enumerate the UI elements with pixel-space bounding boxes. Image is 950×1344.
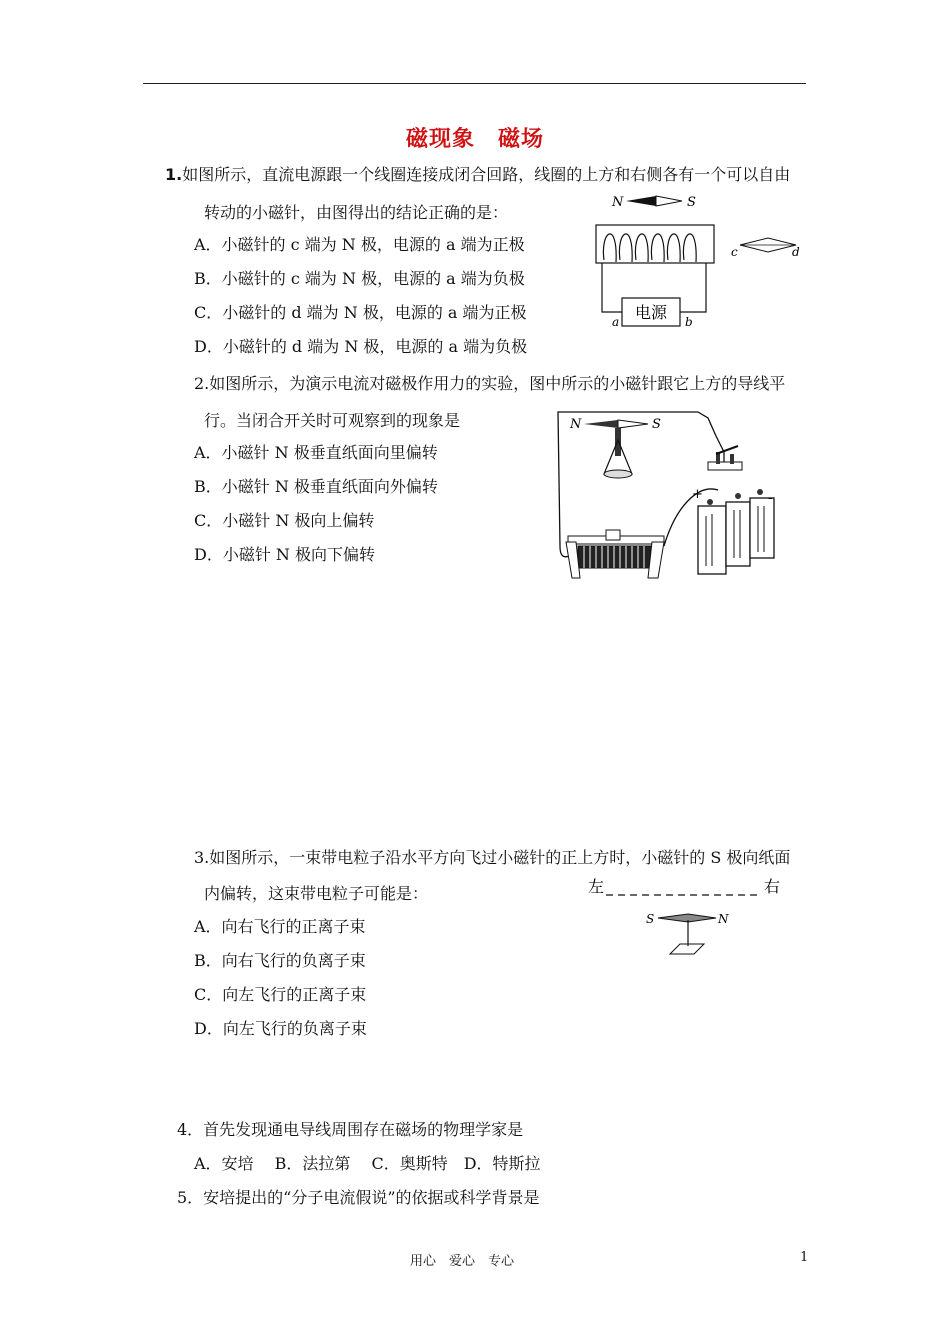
fig1-wire-left	[602, 263, 622, 312]
fig2-s-label: S	[652, 417, 661, 432]
q3-option-d: D．向左飞行的负离子束	[194, 1019, 367, 1038]
fig2-needle-n-half	[584, 420, 618, 428]
fig2-stand-foot	[604, 470, 632, 478]
fig2-plus-label: +	[692, 487, 703, 502]
q1-coil-diagram	[590, 190, 805, 332]
fig2-n-label: N	[570, 417, 582, 432]
question-1-stem	[165, 162, 790, 185]
fig2-switch	[708, 446, 742, 470]
question-5-stem: 5．安培提出的“分子电流假说”的依据或科学背景是	[177, 1188, 540, 1207]
q1-option-a: A．小磁针的 c 端为 N 极，电源的 a 端为正极	[194, 235, 525, 254]
question-2-line2: 行。当闭合开关时可观察到的现象是	[204, 411, 461, 430]
fig2-needle-stand	[615, 428, 621, 456]
fig1-needle-n-label: N	[612, 195, 624, 210]
fig1-terminal-a: a	[612, 315, 620, 329]
fig1-needle-d-label: d	[792, 245, 800, 259]
fig1-coil-windings	[603, 234, 696, 262]
fig2-battery	[698, 489, 774, 574]
question-2-line1: 2.如图所示，为演示电流对磁极作用力的实验，图中所示的小磁针跟它上方的导线平	[194, 374, 786, 393]
question-1-line1: 如图所示，直流电源跟一个线圈连接成闭合回路，线圈的上方和右侧各有一个可以自由	[182, 165, 791, 184]
fig2-minus-label: -	[768, 491, 773, 506]
q2-option-c: C．小磁针 N 极向上偏转	[194, 511, 375, 530]
fig1-wire-right	[680, 263, 706, 312]
fig2-needle-s-half	[618, 420, 648, 428]
question-4-stem: 4．首先发现通电导线周围存在磁场的物理学家是	[177, 1120, 524, 1139]
q2-option-b: B．小磁针 N 极垂直纸面向外偏转	[194, 477, 438, 496]
question-1-line2: 转动的小磁针，由图得出的结论正确的是：	[204, 203, 509, 222]
question-1-number: 1.	[165, 165, 183, 184]
q2-apparatus-diagram	[548, 406, 788, 586]
page-title: 磁现象 磁场	[405, 126, 544, 152]
fig3-n-label: N	[718, 912, 729, 926]
fig1-terminal-b: b	[685, 315, 693, 329]
question-3-line2: 内偏转，这束带电粒子可能是：	[204, 884, 429, 903]
q3-option-b: B．向右飞行的负离子束	[194, 951, 366, 970]
header-rule	[143, 83, 806, 84]
q3-beam-diagram	[588, 876, 788, 958]
fig1-top-needle-light-half	[656, 196, 682, 206]
page-number: 1	[800, 1250, 809, 1265]
fig3-right-label: 右	[764, 877, 781, 896]
q1-option-d: D．小磁针的 d 端为 N 极，电源的 a 端为负极	[194, 337, 528, 356]
footer-motto: 用心 爱心 专心	[410, 1254, 515, 1269]
fig3-stand-base	[670, 944, 704, 954]
fig2-rheostat	[566, 530, 664, 578]
fig1-needle-s-label: S	[687, 195, 696, 210]
q4-options: A．安培 B．法拉第 C．奥斯特 D．特斯拉	[194, 1154, 541, 1173]
q1-option-c: C．小磁针的 d 端为 N 极，电源的 a 端为正极	[194, 303, 527, 322]
q2-option-d: D．小磁针 N 极向下偏转	[194, 545, 376, 564]
q3-option-a: A．向右飞行的正离子束	[194, 917, 366, 936]
fig1-top-needle-dark-half	[626, 196, 656, 206]
fig3-s-label: S	[646, 912, 655, 926]
q2-option-a: A．小磁针 N 极垂直纸面向里偏转	[194, 443, 438, 462]
fig3-needle	[658, 914, 716, 922]
fig3-left-label: 左	[588, 877, 605, 896]
fig1-source-label: 电源	[634, 303, 668, 322]
q1-option-b: B．小磁针的 c 端为 N 极，电源的 a 端为负极	[194, 269, 525, 288]
question-3-line1: 3.如图所示，一束带电粒子沿水平方向飞过小磁针的正上方时，小磁针的 S 极向纸面	[194, 848, 791, 867]
fig1-needle-c-label: c	[731, 245, 738, 259]
q3-option-c: C．向左飞行的正离子束	[194, 985, 367, 1004]
